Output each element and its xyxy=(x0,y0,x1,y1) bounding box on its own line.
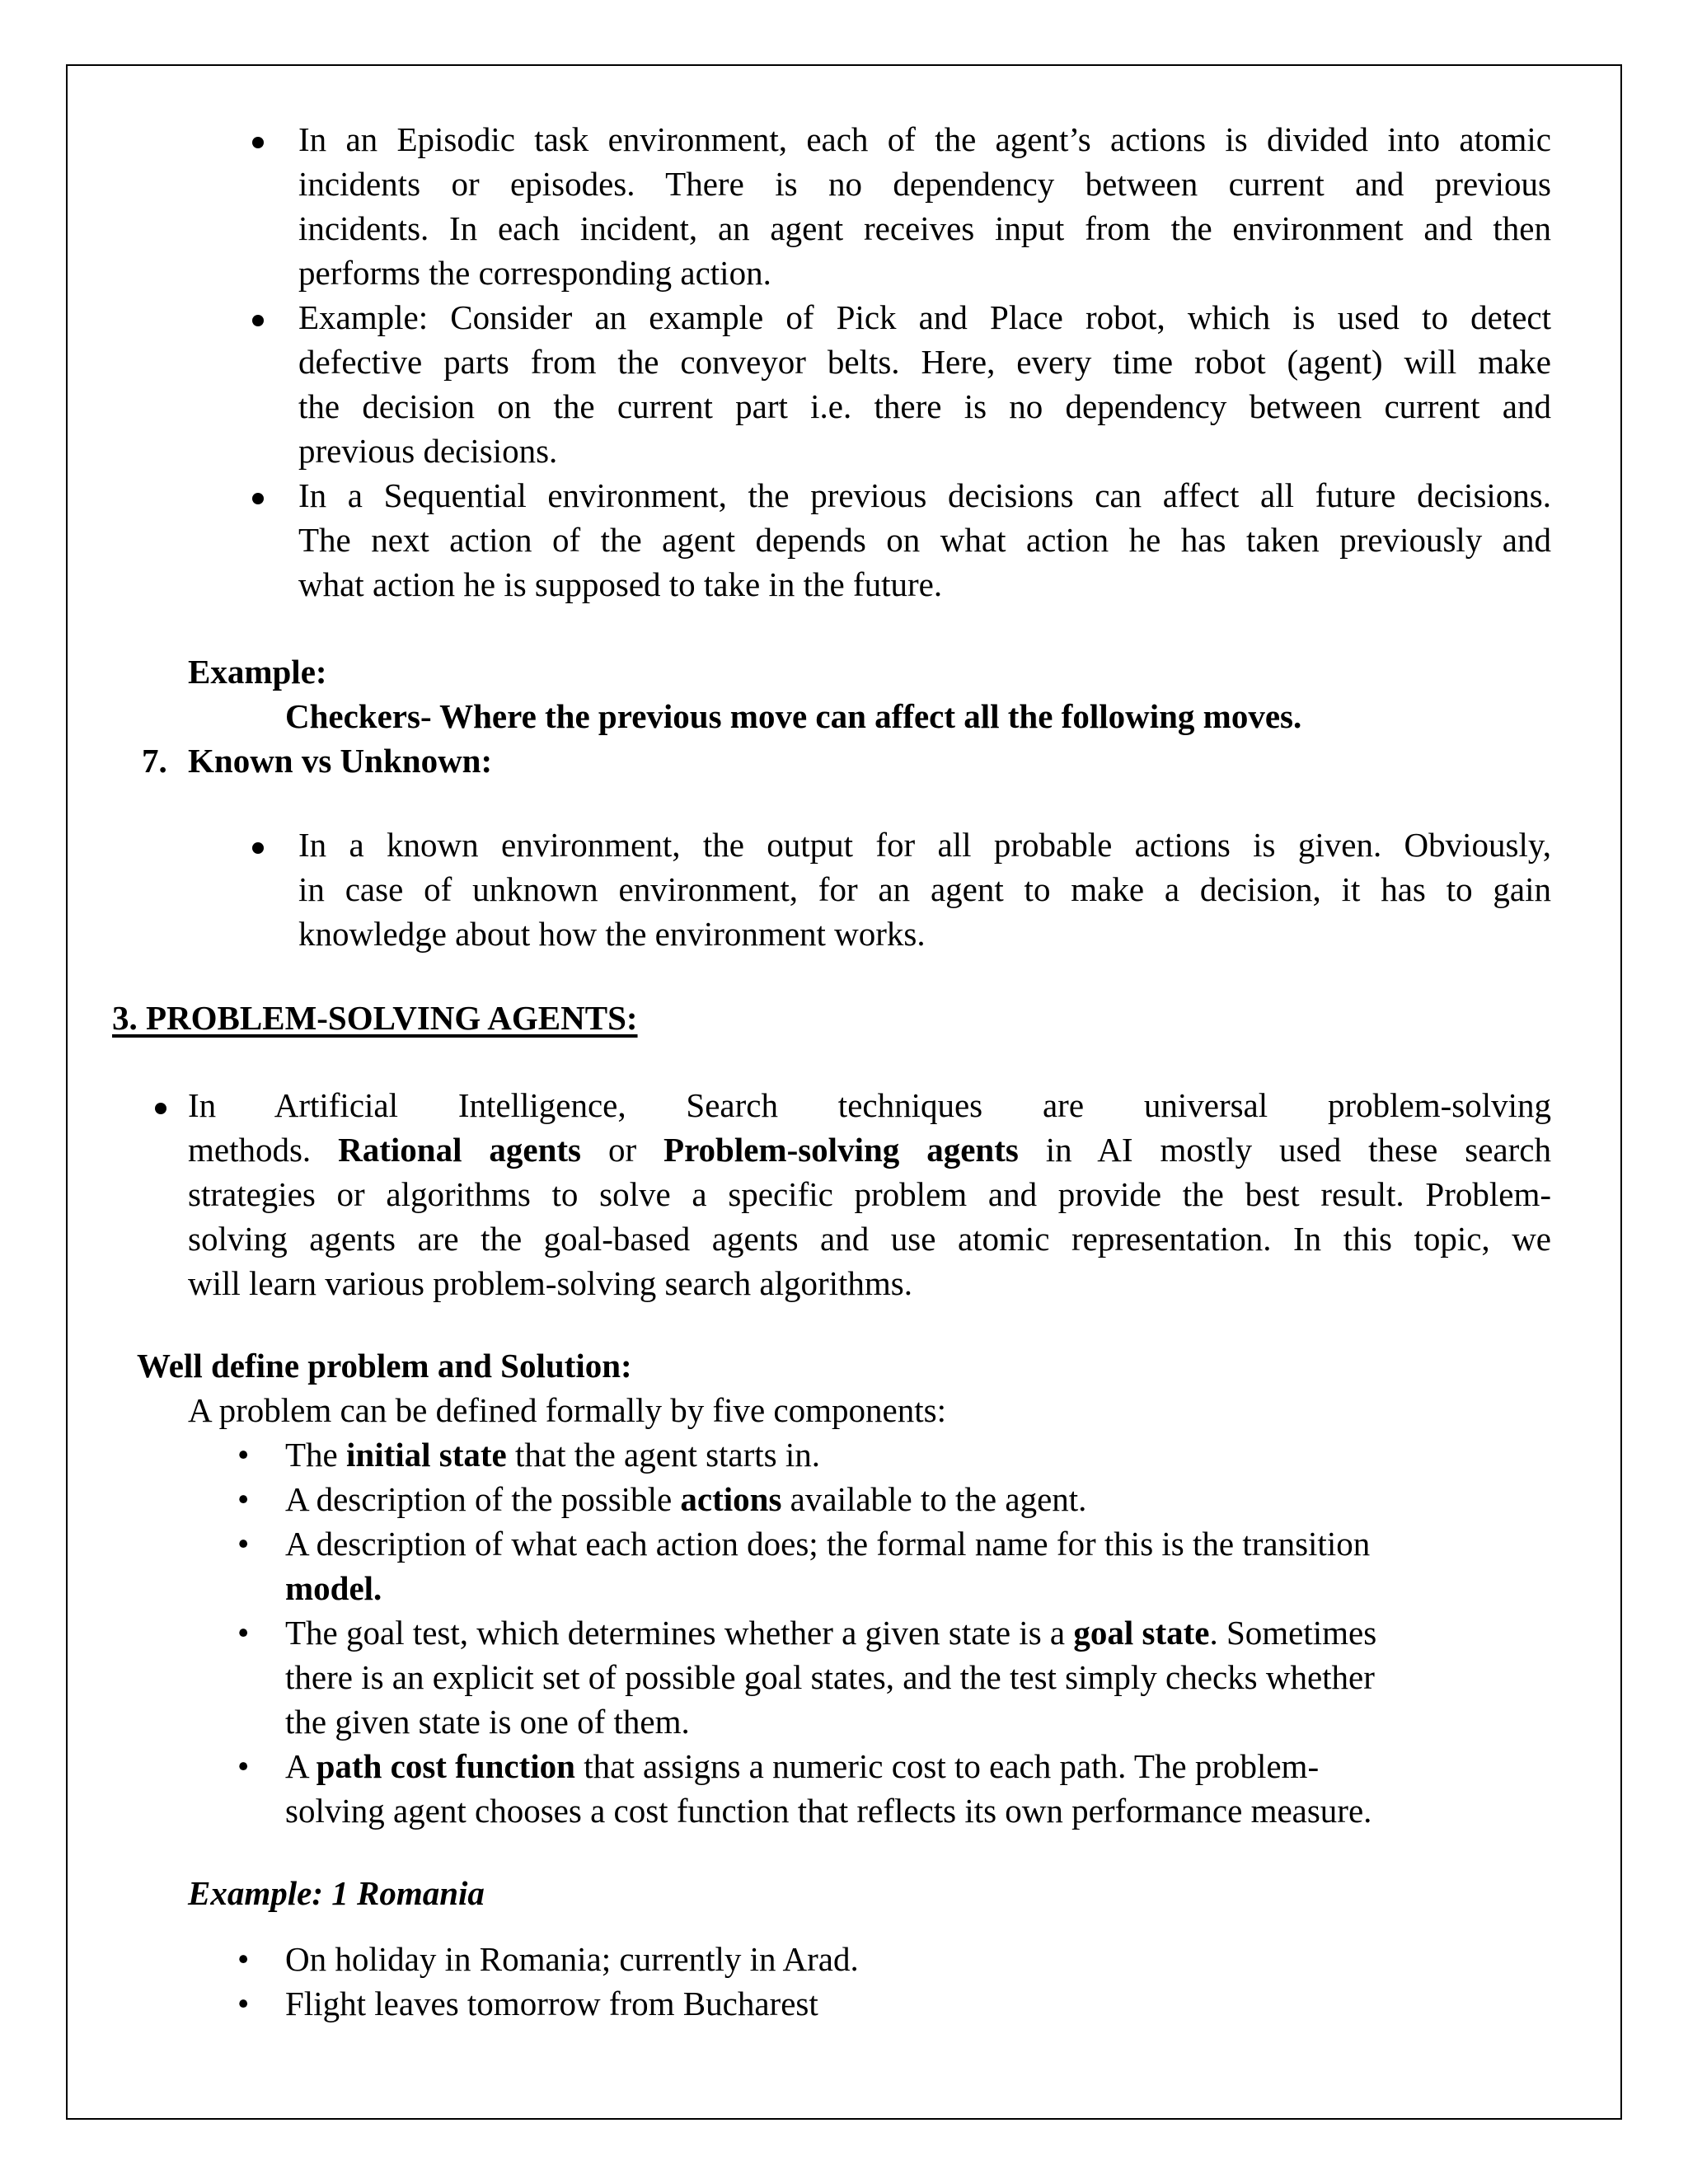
bullet-dot xyxy=(155,1103,166,1114)
romania-heading: Example: 1 Romania xyxy=(188,1874,485,1912)
bullet-dot: • xyxy=(237,1480,250,1518)
bullet-dot xyxy=(252,493,264,504)
component-goal-test: The goal test, which determines whether a given state is a goal state. Sometimes xyxy=(285,1614,1377,1652)
known-paragraph: In a known environment, the output for all probable actions is given. Obviously, in case of unknown environment, for an agent to make a decision, it has to gain knowledge about how the environment works. xyxy=(298,826,1551,953)
bullet-dot xyxy=(252,137,264,148)
example-heading: Example: xyxy=(188,653,327,691)
component-path-cost: A path cost function that assigns a numeric cost to each path. The problem- xyxy=(285,1747,1320,1785)
bullet-dot: • xyxy=(237,1525,250,1563)
component-transition-model: A description of what each action does; the formal name for this is the transition xyxy=(285,1525,1371,1563)
bullet-dot xyxy=(252,315,264,326)
bullet-dot xyxy=(252,842,264,854)
bullet-dot: • xyxy=(237,1940,250,1978)
romania-item: Flight leaves tomorrow from Bucharest xyxy=(285,1985,818,2022)
bullet-dot: • xyxy=(237,1747,250,1785)
component-goal-test-cont: there is an explicit set of possible goal states, and the test simply checks whether xyxy=(285,1658,1375,1696)
problem-solving-paragraph: In Artificial Intelligence, Search techniques are universal problem-solving methods. Rational agents or Problem-solving agents in AI mostly used these search strategies or algorithms to solve a specific problem and provide the best result. Problem- solving agents are the goal-based agents and use atomic representation. In this topic, we will learn various problem-solving search algorithms. xyxy=(188,1086,1551,1302)
section-title: 3. PROBLEM-SOLVING AGENTS: xyxy=(112,999,638,1037)
component-goal-test-cont: the given state is one of them. xyxy=(285,1703,690,1741)
pick-place-paragraph: Example: Consider an example of Pick and Place robot, which is used to detect defective parts from the conveyor belts. Here, every time robot (agent) will make the decision on the current part i.e. there is no dependency between current and previous decisions. xyxy=(298,298,1551,470)
romania-item: On holiday in Romania; currently in Arad. xyxy=(285,1940,859,1978)
known-heading: Known vs Unknown: xyxy=(188,742,493,780)
bullet-dot: • xyxy=(237,1436,250,1474)
component-initial-state: The initial state that the agent starts in. xyxy=(285,1436,821,1474)
sequential-paragraph: In a Sequential environment, the previous decisions can affect all future decisions. The next action of the agent depends on what action he has taken previously and what action he is supposed to take in the future. xyxy=(298,476,1551,603)
bullet-dot: • xyxy=(237,1985,250,2022)
episodic-paragraph: In an Episodic task environment, each of the agent’s actions is divided into atomic incidents or episodes. There is no dependency between current and previous incidents. In each incident, an agent receives input from the environment and then performs the corresponding action. xyxy=(298,120,1551,292)
component-transition-model-cont: model. xyxy=(285,1569,382,1607)
well-define-heading: Well define problem and Solution: xyxy=(137,1347,632,1385)
checkers-example: Checkers- Where the previous move can affect all the following moves. xyxy=(285,697,1302,735)
bullet-dot: • xyxy=(237,1614,250,1652)
well-define-intro: A problem can be defined formally by five components: xyxy=(188,1391,946,1429)
known-number: 7. xyxy=(142,742,167,780)
component-path-cost-cont: solving agent chooses a cost function that reflects its own performance measure. xyxy=(285,1792,1372,1830)
component-actions: A description of the possible actions available to the agent. xyxy=(285,1480,1087,1518)
